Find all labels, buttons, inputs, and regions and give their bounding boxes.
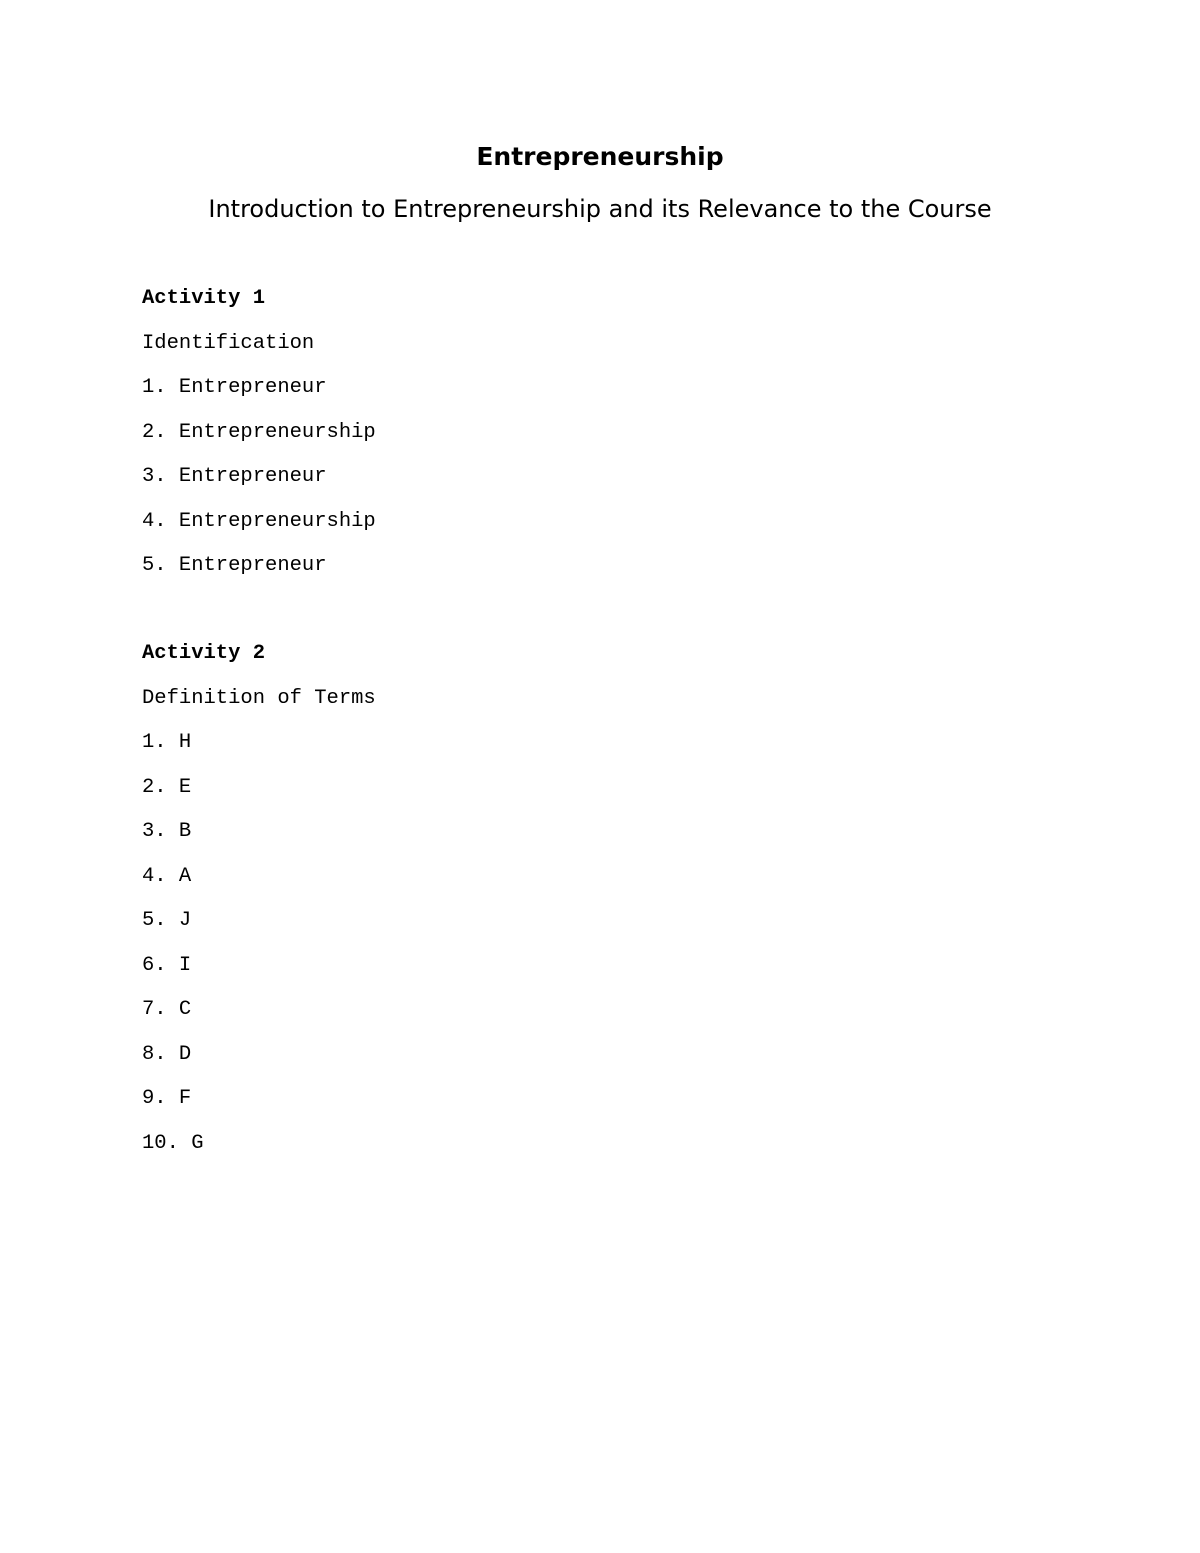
activity-2-section (142, 632, 376, 1166)
document-subtitle: Introduction to Entrepreneurship and its Relevance to the Course (208, 195, 992, 223)
list-item: 1. Entrepreneur (142, 376, 327, 399)
activity-1-section (142, 277, 376, 589)
activity-1-heading: Activity 1 (142, 287, 266, 310)
list-item: 4. Entrepreneurship (142, 509, 376, 533)
activity-1-answer-list (142, 366, 376, 589)
list-item: 6. I (142, 953, 192, 977)
list-item: 3. B (142, 820, 192, 843)
list-item: 5. J (142, 909, 192, 932)
list-item: 3. Entrepreneur (142, 465, 327, 488)
activity-2-subheading: Definition of Terms (142, 686, 376, 710)
list-item: 4. A (142, 864, 192, 888)
list-item: 2. E (142, 775, 192, 799)
list-item: 2. Entrepreneurship (142, 420, 376, 444)
activity-1-subheading: Identification (142, 331, 315, 355)
document-title: Entrepreneurship (476, 142, 724, 171)
list-item: 7. C (142, 998, 192, 1021)
list-item: 9. F (142, 1087, 192, 1110)
activity-2-answer-list (142, 721, 376, 1166)
list-item: 10. G (142, 1131, 204, 1155)
list-item: 8. D (142, 1042, 192, 1066)
list-item: 5. Entrepreneur (142, 554, 327, 577)
list-item: 1. H (142, 731, 192, 754)
activity-2-heading: Activity 2 (142, 642, 266, 665)
